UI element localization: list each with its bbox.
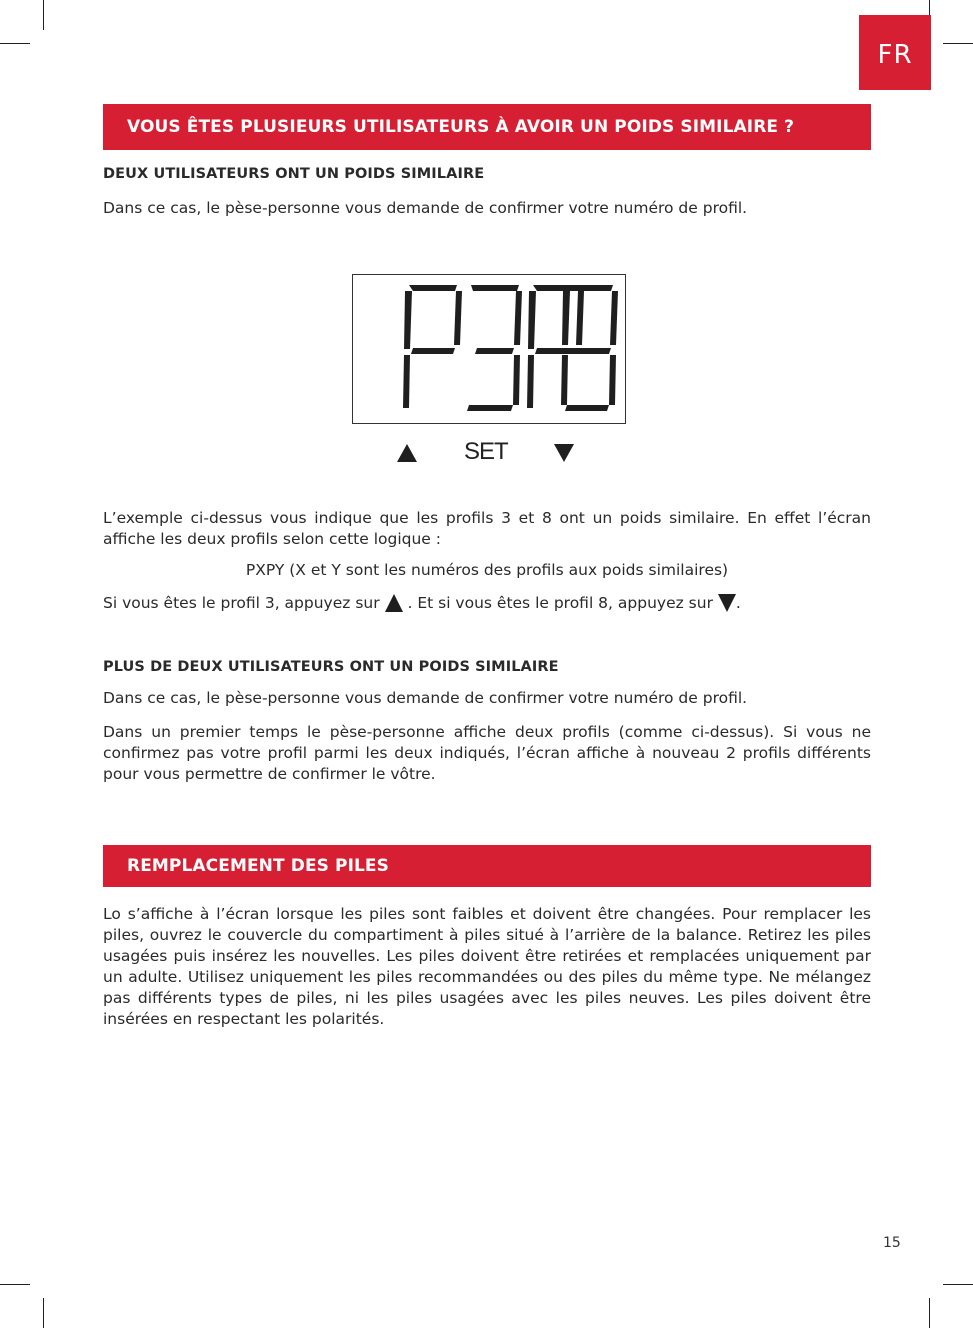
- instruction-text-part1: Si vous êtes le profil 3, appuyez sur: [103, 594, 380, 612]
- section-banner-similar-weight: VOUS ÊTES PLUSIEURS UTILISATEURS À AVOIR UN POIDS SIMILAIRE ?: [103, 104, 871, 150]
- up-arrow-button-icon[interactable]: [397, 444, 417, 462]
- scale-buttons-row: [352, 438, 626, 470]
- paragraph-more-users-body: Dans un premier temps le pèse-personne affiche deux profils (comme ci-dessus). Si vous ne confirmez pas votre profil parmi les deux indiqués, l’écran affiche à nouveau 2 profils différents pour vous permettre de confirmer le vôtre.: [103, 723, 871, 783]
- scale-lcd-display: [352, 274, 626, 424]
- paragraph-instruction: [103, 593, 871, 614]
- crop-mark: [929, 1298, 930, 1328]
- crop-mark: [943, 43, 973, 44]
- set-button-label[interactable]: SET: [464, 438, 508, 465]
- paragraph-example: L’exemple ci-dessus vous indique que les profils 3 et 8 ont un poids similaire. En effet l’écran affiche les deux profils selon cette logique :: [103, 509, 871, 548]
- crop-mark: [0, 43, 30, 44]
- paragraph-two-users-intro: Dans ce cas, le pèse-personne vous demande de confirmer votre numéro de profil.: [103, 199, 748, 217]
- instruction-text-part2: . Et si vous êtes le profil 8, appuyez sur: [407, 594, 713, 612]
- down-triangle-icon: [718, 594, 736, 612]
- up-triangle-icon: [385, 594, 403, 612]
- section-banner-battery: REMPLACEMENT DES PILES: [103, 845, 871, 887]
- page-number: 15: [883, 1235, 901, 1251]
- subheading-more-users: PLUS DE DEUX UTILISATEURS ONT UN POIDS SIMILAIRE: [103, 659, 559, 675]
- paragraph-more-users-intro: Dans ce cas, le pèse-personne vous demande de confirmer votre numéro de profil.: [103, 689, 748, 707]
- crop-mark: [0, 1284, 30, 1285]
- crop-mark: [43, 0, 44, 30]
- paragraph-battery: Lo s’affiche à l’écran lorsque les piles sont faibles et doivent être changées. Pour remplacer les piles, ouvrez le couvercle du compartiment à piles situé à l’arrière de la balance. Retirez les piles usagées puis insérez les nouvelles. Les piles doivent être retirées et remplacées uniquement par un adulte. Utilisez uniquement les piles recommandées ou des piles du même type. Ne mélangez pas différents types de piles, ni les piles usagées avec les piles neuves. Les piles doivent être insérées en respectant les polarités.: [103, 905, 871, 1028]
- crop-mark: [43, 1298, 44, 1328]
- language-tab: FR: [859, 15, 931, 90]
- paragraph-logic: PXPY (X et Y sont les numéros des profils aux poids similaires): [245, 561, 729, 579]
- instruction-text-part3: .: [735, 594, 741, 612]
- lcd-digits-p3p8: [353, 275, 625, 423]
- crop-mark: [943, 1284, 973, 1285]
- down-arrow-button-icon[interactable]: [554, 444, 574, 462]
- subheading-two-users: DEUX UTILISATEURS ONT UN POIDS SIMILAIRE: [103, 166, 485, 182]
